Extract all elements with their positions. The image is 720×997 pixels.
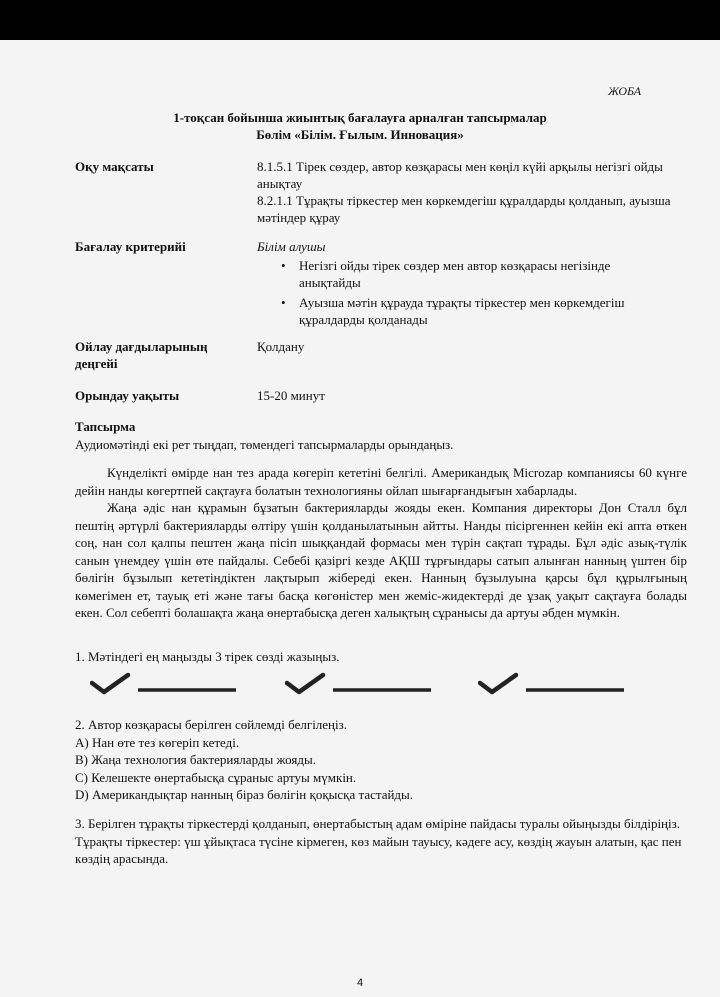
option-c: C) Келешекте өнертабысқа сұраныс артуы мүмкін.	[75, 769, 357, 785]
criteria-list	[257, 257, 657, 328]
text-paragraph: Күнделікті өмірде нан тез арада көгеріп кететіні белгілі. Американдық Microzap компаниясы 60 күнге дейін нанды көгертпей сақтауға болатын технологияны ойлап шығарғандығын хабарлады.	[75, 465, 687, 498]
answer-slot-3	[478, 670, 628, 696]
check-icon	[478, 670, 628, 696]
thinking-value: Қолдану	[257, 339, 305, 354]
task-instruction: Аудиомәтінді екі рет тыңдап, төмендегі тапсырмаларды орындаңыз.	[75, 436, 454, 452]
goal-item: 8.1.5.1 Тірек сөздер, автор көзқарасы мен көңіл күйі арқылы негізгі ойды анықтау	[257, 159, 663, 191]
question-2: 2. Автор көзқарасы берілген сөйлемді белгілеңіз.	[75, 717, 348, 732]
thinking-label-line1: Ойлау дағдыларының	[75, 339, 208, 354]
section-title: Бөлім «Білім. Ғылым. Инновация»	[256, 127, 464, 142]
audio-text	[75, 464, 687, 622]
check-icon	[285, 670, 435, 696]
criteria-item: • Негізгі ойды тірек сөздер мен автор көзқарасы негізінде анықтайды	[299, 257, 657, 291]
text-paragraph: Жаңа әдіс нан құрамын бұзатын бактерияларды жояды екен. Компания директоры Дон Сталл бұл пештің әртүрлі бактерияларды өлтіру үшін қолданылатынын айтты. Нанды пісіргеннен кейін екі апта өткен соң, нан сол қалпы пештен жаңа пісіп шыққандай формасы мен түрін сақтап тұрады. Бұл әдіс азық-түлік санын үнемдеу үшін өте пайдалы. Себебі қазіргі кезде АҚШ тұрғындары сатып алынған нанның үштен бір бөлігін бұзылып кететіндіктен лақтырып жібереді екен. Нанның бұзылуына қарсы бұл құрылғының көмегімен ет, тауық еті және тағы басқа көгөністер мен жеміс-жидектерді де ұзақ уақыт сақтауға болады екен. Сол себепті болашақта жаңа өнертабысқа деген халықтың сұранысы да артуы әбден мүмкін.	[75, 500, 687, 620]
task-heading: Тапсырма	[75, 419, 136, 434]
question-2-block	[75, 716, 687, 804]
thinking-label-line2: деңгейі	[75, 356, 118, 371]
criteria-block	[257, 238, 657, 331]
document-page	[0, 40, 720, 997]
goal-item: 8.2.1.1 Тұрақты тіркестер мен көркемдегіш құралдарды қолданып, ауызша мәтіндер құрау	[257, 193, 671, 225]
option-d: D) Американдықтар нанның біраз бөлігін қоқысқа тастайды.	[75, 787, 414, 802]
goals-label: Оқу мақсаты	[75, 159, 154, 174]
time-value: 15-20 минут	[257, 388, 325, 403]
top-black-bar	[0, 0, 720, 22]
answer-slot-2	[285, 670, 435, 696]
criteria-label: Бағалау критерийі	[75, 239, 186, 254]
question-1: 1. Мәтіндегі ең маңызды 3 тірек сөзді жазыңыз.	[75, 649, 340, 664]
fixed-phrases: Тұрақты тіркестер: үш ұйықтаса түсіне кірмеген, көз майын тауысу, кәдеге асу, көздің жауын алатын, қас пен көздің арасында.	[75, 833, 682, 866]
document-title: 1-тоқсан бойынша жиынтық бағалауға арналған тапсырмалар	[173, 110, 547, 125]
check-icon	[90, 670, 240, 696]
page-number: 4	[356, 977, 364, 989]
answer-slot-1	[90, 670, 240, 696]
option-a: A) Нан өте тез көгеріп кетеді.	[75, 734, 240, 750]
draft-label: ЖОБА	[608, 84, 642, 98]
option-b: B) Жаңа технология бактерияларды жояды.	[75, 752, 316, 767]
question-3-block	[75, 815, 687, 868]
task-block	[75, 418, 687, 453]
answer-lines	[90, 670, 650, 696]
criteria-item: • Ауызша мәтін құрауда тұрақты тіркестер мен көркемдегіш құралдарды қолданады	[299, 294, 657, 328]
criteria-intro: Білім алушы	[257, 239, 326, 254]
question-3: 3. Берілген тұрақты тіркестерді қолданып, өнертабыстың адам өміріне пайдасы туралы ойыңызды білдіріңіз.	[75, 816, 681, 831]
goals-list	[257, 158, 677, 226]
thinking-label	[75, 338, 208, 372]
time-label: Орындау уақыты	[75, 388, 180, 403]
